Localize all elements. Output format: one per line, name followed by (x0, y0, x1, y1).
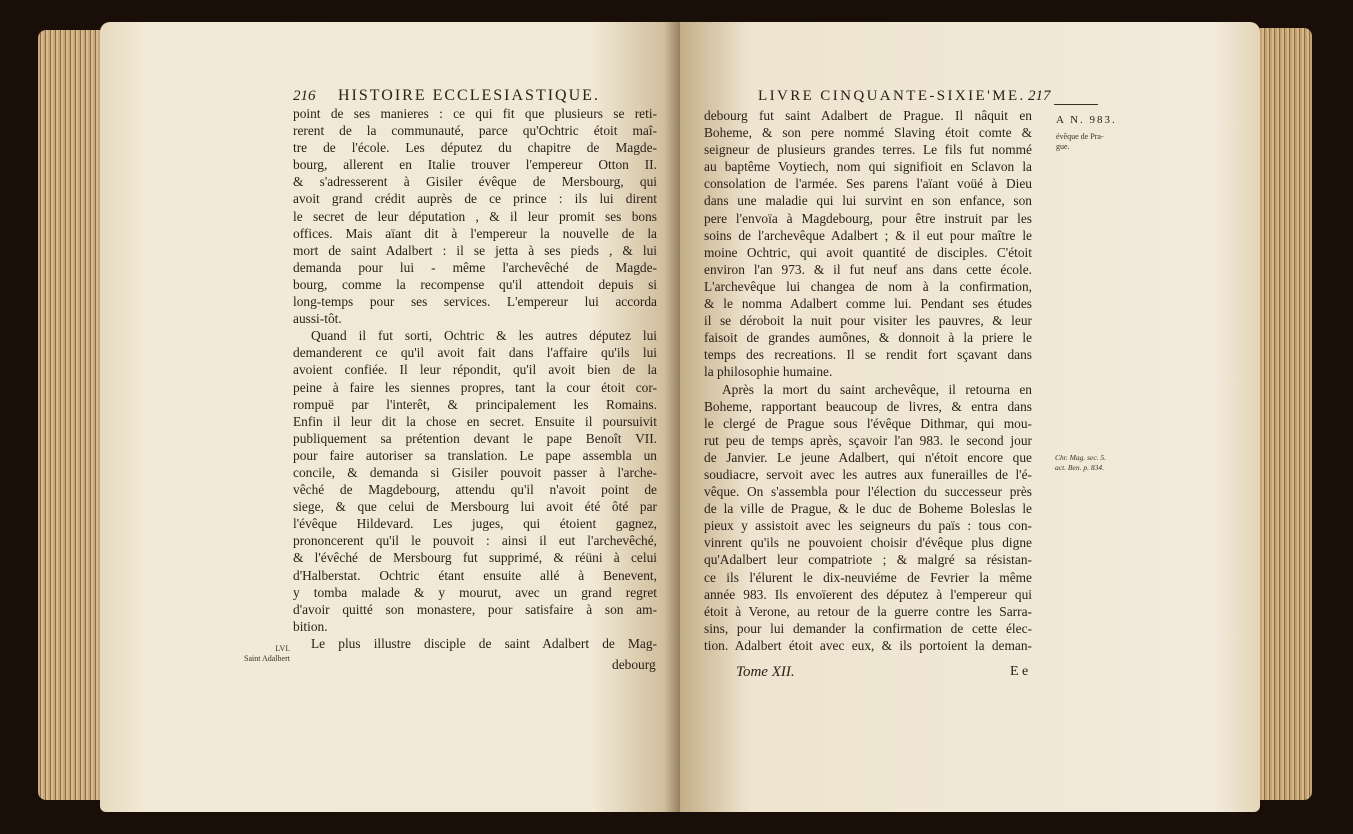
margin-note-line: act. Ben. p. 834. (1055, 463, 1104, 472)
text-line: soins de l'archevêque Adalbert ; & il eut pour maître le (704, 227, 1032, 243)
text-line: la philosophie humaine. (704, 364, 833, 380)
text-line: avoit grand crédit auprès de ce prince : ils lui dirent (293, 191, 657, 207)
text-line: faisoit de grandes aumônes, & donnoit à la priere le (704, 330, 1032, 346)
text-line: long-temps pour ses services. L'empereur lui accorda (293, 294, 657, 310)
text-line: soudiacre, servoit avec les autres aux funerailles de l'é- (704, 466, 1032, 482)
text-line: de Janvier. Le jeune Adalbert, qui n'étoit encore que (704, 449, 1032, 465)
text-line: moine Ochtric, qui avoit quantité de disciples. C'étoit (704, 244, 1032, 260)
margin-note-line: gue. (1056, 142, 1070, 151)
signature-mark: E e (1010, 664, 1029, 679)
left-margin-note (228, 644, 290, 664)
text-line: rerent de la communauté, parce qu'Ochtric étoit maî- (293, 123, 657, 139)
text-line: aussi-tôt. (293, 311, 342, 327)
right-page-edges (1252, 28, 1312, 800)
text-line: année 983. Ils envoïerent des députez à l'empereur qui (704, 586, 1032, 602)
left-running-head: HISTOIRE ECCLESIASTIQUE. (338, 87, 600, 104)
text-line: ce ils l'élurent le dix-neuviéme de Fevrier la même (704, 569, 1032, 585)
margin-note-line: Chr. Mag. sec. 5. (1055, 453, 1107, 462)
text-line: Quand il fut sorti, Ochtric & les autres députez lui (311, 328, 657, 344)
left-page-number: 216 (293, 88, 316, 104)
text-line: temps des recreations. Il se rendit fort sçavant dans (704, 347, 1032, 363)
text-line: Boheme, rapportant beaucoup de livres, & entra dans (704, 398, 1032, 414)
right-margin-note-bishop (1056, 132, 1104, 152)
text-line: pere l'envoïa à Magdebourg, pour être instruit par les (704, 210, 1032, 226)
text-line: rut peu de temps après, sçavoir l'an 983. le second jour (704, 432, 1032, 448)
text-line: vêché de Magdebourg, attendu qu'il n'avoit point de (293, 482, 657, 498)
text-line: concile, & demanda si Gisiler pouvoit passer à l'arche- (293, 464, 657, 480)
text-line: d'Halberstat. Ochtric étant ensuite allé à Benevent, (293, 567, 657, 583)
text-line: tre de l'école. Les députez du chapitre de Magde- (293, 140, 657, 156)
text-line: dans une maladie qui lui survint en son enfance, son (704, 193, 1032, 209)
left-text-column (293, 105, 657, 652)
text-line: vinrent qu'ils ne pouvoient choisir d'évêque plus digne (704, 535, 1032, 551)
text-line: siege, & que celui de Mersbourg lui avoit été ôté par (293, 499, 657, 515)
text-line: & l'évêché de Mersbourg fut supprimé, & réüni à celui (293, 550, 657, 566)
volume-title: Tome XII. (736, 664, 795, 680)
text-line: tion. Adalbert étoit avec eux, & ils portoient la deman- (704, 637, 1032, 653)
text-line: mort de saint Adalbert : il se jetta à ses pieds , & lui (293, 242, 657, 258)
text-line: Enfin il leur dit la chose en secret. Ensuite il poursuivit (293, 413, 657, 429)
text-line: avoient confiée. Il leur répondit, qu'il avoit bien de la (293, 362, 657, 378)
right-running-head: LIVRE CINQUANTE-SIXIE'ME. (758, 88, 1026, 104)
text-line: bourg, allerent en Italie trouver l'empereur Otton II. (293, 157, 657, 173)
text-line: au baptême Voytiech, nom qui signifioit en Sclavon la (704, 159, 1032, 175)
text-line: le secret de leur députation , & il leur promit ses bons (293, 208, 657, 224)
text-line: Boheme, & son pere nommé Slaving étoit comte & (704, 125, 1032, 141)
text-line: vêque. On s'assembla pour l'élection du successeur près (704, 484, 1032, 500)
text-line: & le nomma Adalbert comme lui. Pendant ses études (704, 296, 1032, 312)
text-line: L'archevêque lui changea de nom à la confirmation, (704, 278, 1032, 294)
text-line: étoit à Verone, au retour de la guerre contre les Sarra- (704, 603, 1032, 619)
text-line: consolation de l'armée. Ses parens l'aïant voüé à Dieu (704, 176, 1032, 192)
text-line: & s'adresserent à Gisiler évêque de Mersbourg, qui (293, 174, 657, 190)
margin-rule (1054, 104, 1098, 105)
text-line: pieux y assistoit avec les seigneurs du païs : tous con- (704, 518, 1032, 534)
text-line: l'évêque Hildevard. Les juges, qui étoient gagnez, (293, 516, 657, 532)
text-line: rompuë par l'interêt, & principalement les Romains. (293, 396, 657, 412)
text-line: publiquement sa prétention devant le pape Benoît VII. (293, 430, 657, 446)
text-line: demanderent ce qu'il avoit fait dans l'affaire qu'ils lui (293, 345, 657, 361)
left-page-edges (38, 30, 108, 800)
text-line: d'avoir quitté son monastere, pour satisfaire à son am- (293, 601, 657, 617)
text-line: Après la mort du saint archevêque, il retourna en (722, 381, 1032, 397)
text-line: seigneur de plusieurs grandes terres. Le fils fut nommé (704, 142, 1032, 158)
text-line: demanda pour lui - même l'archevêché de Magde- (293, 259, 657, 275)
right-margin-note-source (1055, 453, 1106, 473)
text-line: environ l'an 973. & il fut neuf ans dans cette école. (704, 261, 1032, 277)
margin-note-line: Saint Adalbert (244, 654, 290, 663)
text-line: qu'Adalbert leur compatriote ; & malgré sa résistan- (704, 552, 1032, 568)
text-line: le clergé de Prague sous l'évêque Dithmar, qui mou- (704, 415, 1032, 431)
text-line: bourg, comme la recompense qu'il attendoit depuis si (293, 276, 657, 292)
text-line: y tomba malade & y mourut, avec un grand regret (293, 584, 657, 600)
text-line: Le plus illustre disciple de saint Adalbert de Mag- (311, 635, 657, 651)
text-line: de la ville de Prague, & le duc de Boheme Boleslas le (704, 501, 1032, 517)
text-line: offices. Mais aïant dit à l'empereur la nouvelle de la (293, 225, 657, 241)
right-text-column (704, 107, 1032, 654)
text-line: point de ses manieres : ce qui fit que plusieurs se reti- (293, 106, 657, 121)
year-note: A N. 983. (1056, 114, 1117, 126)
text-line: il se déroboit la nuit pour visiter les pauvres, & leur (704, 313, 1032, 329)
text-line: sins, pour lui demander la confirmation de cette élec- (704, 620, 1032, 636)
margin-note-line: évêque de Pra- (1056, 132, 1104, 141)
text-line: bition. (293, 618, 328, 634)
text-line: pour faire autoriser sa translation. Le pape assembla un (293, 447, 657, 463)
text-line: prononcerent qu'il le pouvoit : ainsi il eut l'archevêché, (293, 533, 657, 549)
right-page-number: 217 (1028, 88, 1051, 104)
text-line: debourg fut saint Adalbert de Prague. Il nâquit en (704, 108, 1032, 123)
margin-note-line: LVI. (275, 644, 290, 653)
left-catchword: debourg (612, 657, 656, 672)
text-line: peine à faire les siennes propres, tant la cour étoit cor- (293, 379, 657, 395)
